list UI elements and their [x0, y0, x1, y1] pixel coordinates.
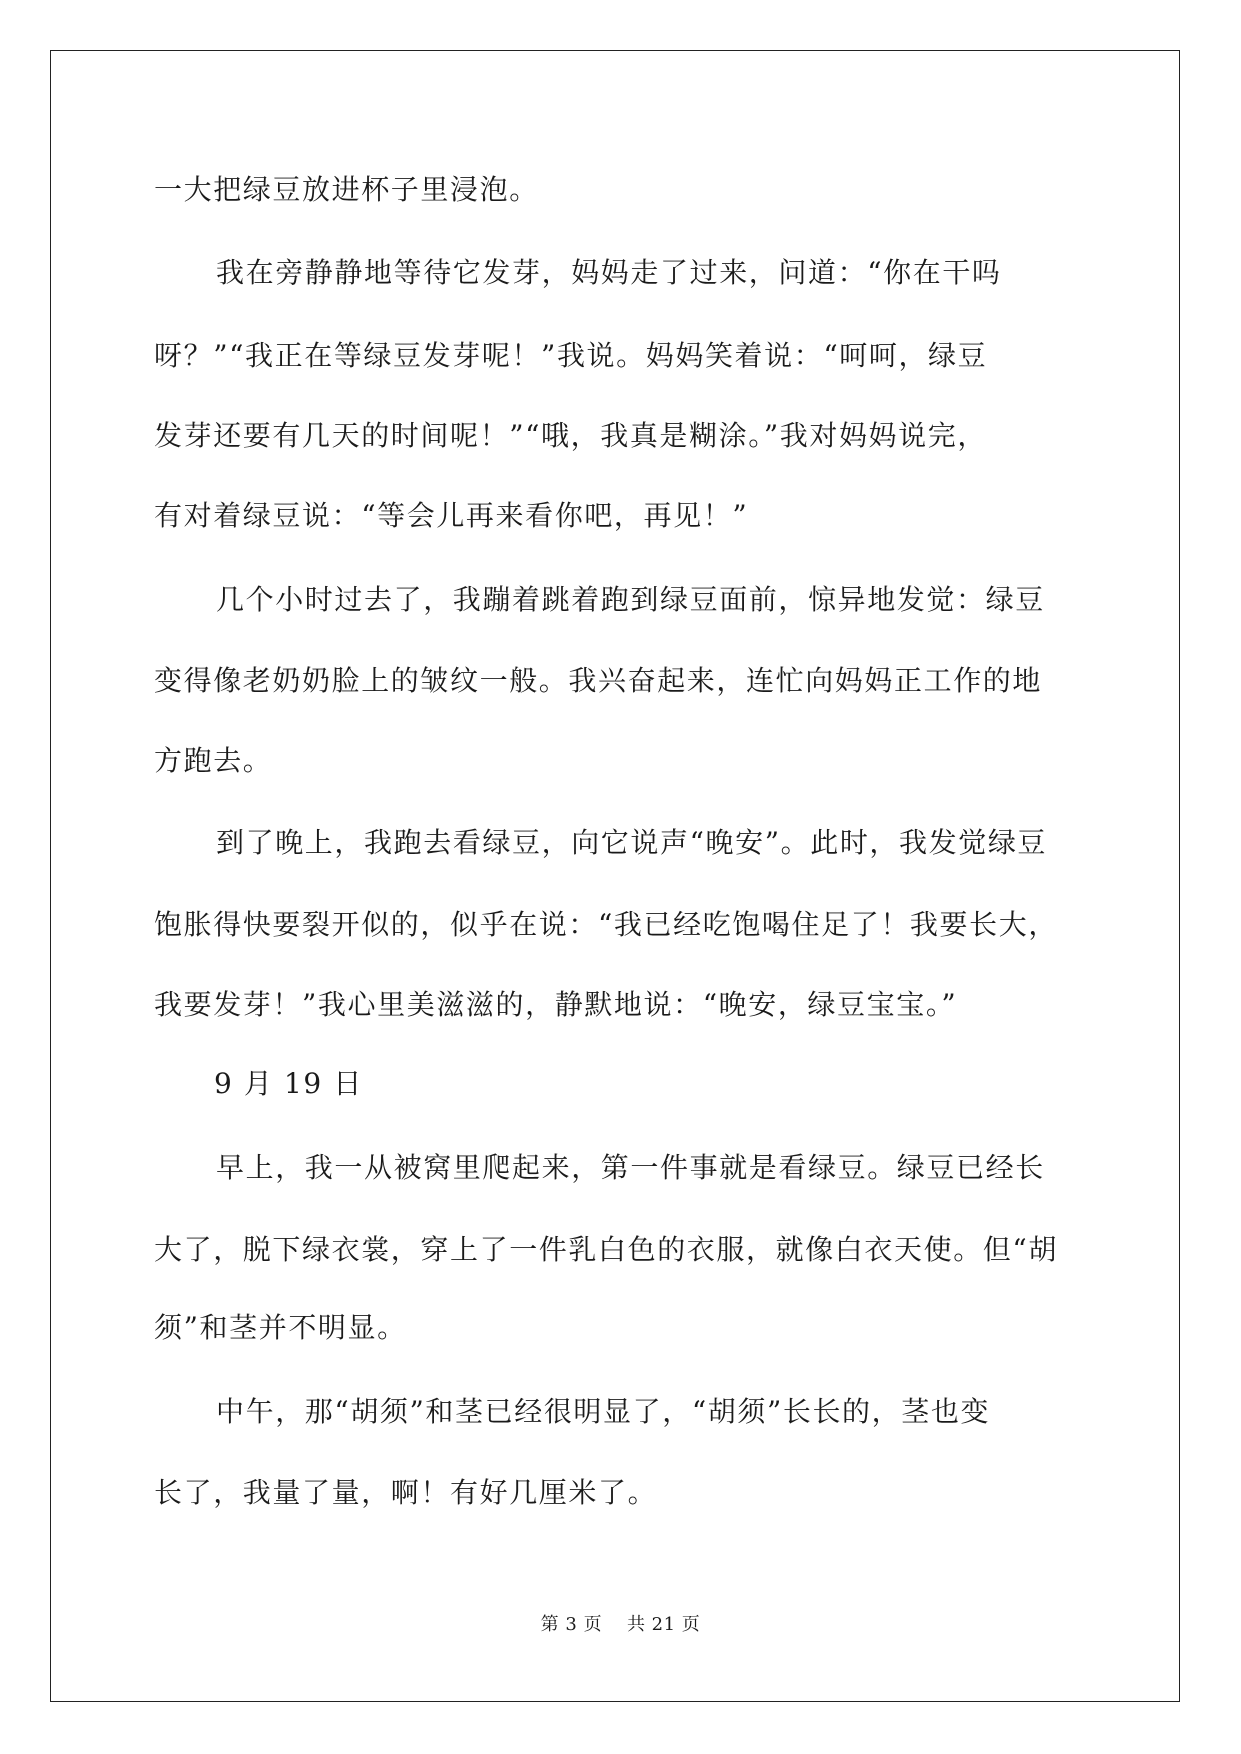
page-border [50, 50, 1180, 1702]
text-line: 一大把绿豆放进杯子里浸泡。 [154, 173, 539, 206]
text-line: 大了，脱下绿衣裳，穿上了一件乳白色的衣服，就像白衣天使。但“胡 [154, 1233, 1058, 1266]
text-line: 发芽还要有几天的时间呢！”“哦，我真是糊涂。”我对妈妈说完， [154, 419, 987, 452]
text-line: 有对着绿豆说：“等会儿再来看你吧，再见！” [154, 499, 749, 532]
text-line: 饱胀得快要裂开似的，似乎在说：“我已经吃饱喝住足了！我要长大， [154, 908, 1058, 941]
text-line: 长了，我量了量，啊！有好几厘米了。 [154, 1476, 658, 1509]
text-line: 须”和茎并不明显。 [154, 1311, 407, 1344]
text-line: 我在旁静静地等待它发芽，妈妈走了过来，问道：“你在干吗 [216, 256, 1002, 289]
text-line: 我要发芽！”我心里美滋滋的，静默地说：“晚安，绿豆宝宝。” [154, 988, 958, 1021]
text-line: 几个小时过去了，我蹦着跳着跑到绿豆面前，惊异地发觉：绿豆 [216, 583, 1045, 616]
date-heading: 9 月 19 日 [214, 1067, 363, 1100]
text-line: 呀？”“我正在等绿豆发芽呢！”我说。妈妈笑着说：“呵呵，绿豆 [154, 339, 988, 372]
text-line: 中午，那“胡须”和茎已经很明显了，“胡须”长长的，茎也变 [216, 1395, 991, 1428]
text-line: 早上，我一从被窝里爬起来，第一件事就是看绿豆。绿豆已经长 [216, 1151, 1045, 1184]
text-line: 方跑去。 [154, 744, 273, 777]
page-number-footer: 第 3 页 共 21 页 [540, 1614, 701, 1635]
text-line: 变得像老奶奶脸上的皱纹一般。我兴奋起来，连忙向妈妈正工作的地 [154, 664, 1043, 697]
text-line: 到了晚上，我跑去看绿豆，向它说声“晚安”。此时，我发觉绿豆 [216, 826, 1048, 859]
